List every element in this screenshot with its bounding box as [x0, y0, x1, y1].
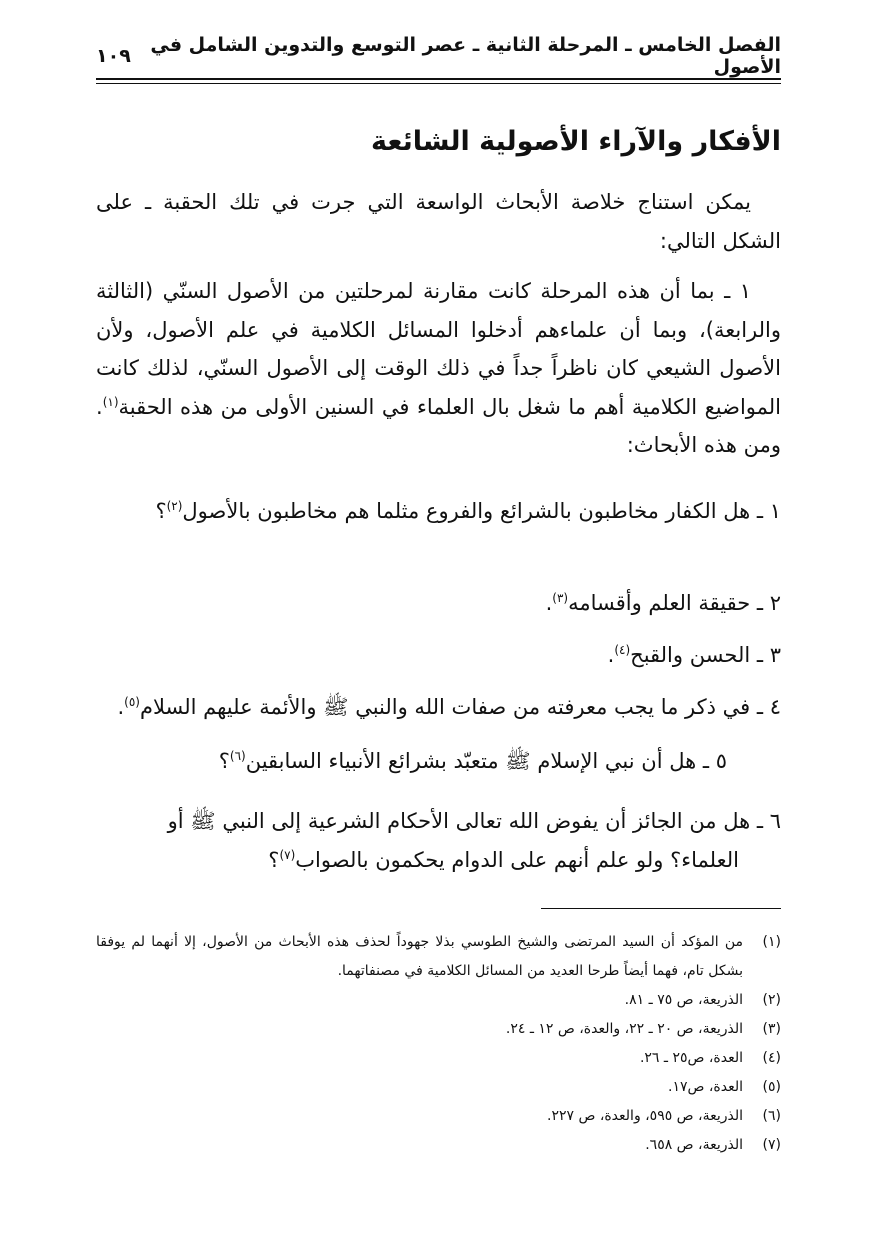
question-tail: ؟: [155, 499, 167, 523]
footnote-number: (٧): [762, 1137, 781, 1153]
list-item: [96, 584, 781, 623]
footnote-ref: (٣): [552, 591, 569, 605]
list-item: [96, 636, 781, 675]
footnote-item: [96, 1015, 781, 1044]
question-text: ٦ ـ هل من الجائز أن يفوض الله تعالى الأحكام الشرعية إلى النبي ﷺ أو العلماء؟ ولو علم أنهم على الدوام يحكمون بالصواب: [167, 809, 781, 872]
question-text: ٤ ـ في ذكر ما يجب معرفته من صفات الله والنبي ﷺ والأئمة عليهم السلام: [139, 695, 781, 719]
list-item: [96, 688, 781, 727]
footnote-text: الذريعة، ص ٥٩٥، والعدة، ص ٢٢٧.: [546, 1108, 743, 1124]
question-text: ٥ ـ هل أن نبي الإسلام ﷺ متعبّد بشرائع الأنبياء السابقين: [245, 749, 727, 773]
footnote-number: (٥): [762, 1079, 781, 1095]
question-text: ٣ ـ الحسن والقبح: [630, 643, 781, 667]
page-number: ١٠٩: [96, 45, 131, 67]
footnote-ref: (٢): [166, 499, 183, 513]
point-1-text: ١ ـ بما أن هذه المرحلة كانت مقارنة لمرحلتين من الأصول السنّي (الثالثة والرابعة)، وبما أن علماءهم أدخلوا المسائل الكلامية في علم الأصول، ولأن الأصول الشيعي كان ناظراً جداً في ذلك الوقت إلى الأصول السنّي، لذلك كانت المواضيع الكلامية أهم ما شغل بال العلماء في السنين الأولى من هذه الحقبة: [96, 279, 781, 419]
question-tail: .: [117, 695, 125, 719]
footnote-item: [96, 1102, 781, 1131]
header-rule-thin: [96, 83, 781, 84]
footnote-item: [96, 1073, 781, 1102]
footnote-ref: (٥): [124, 695, 140, 709]
footnote-ref: (٤): [614, 643, 631, 657]
footnote-number: (٢): [762, 992, 781, 1008]
point-1-paragraph: [96, 272, 781, 465]
footnote-ref: (٧): [279, 847, 296, 862]
footnote-ref: (١): [102, 394, 119, 409]
header-rule: [96, 78, 781, 80]
header-title: الفصل الخامس ـ المرحلة الثانية ـ عصر التوسع والتدوين الشامل في الأصول: [150, 34, 781, 78]
footnote-number: (٤): [762, 1050, 781, 1066]
list-item: [96, 742, 727, 781]
intro-text: يمكن استناج خلاصة الأبحاث الواسعة التي جرت في تلك الحقبة ـ على الشكل التالي:: [96, 190, 781, 253]
question-tail: .: [545, 591, 553, 615]
question-tail: .: [607, 643, 615, 667]
footnote-text: الذريعة، ص ٦٥٨.: [645, 1137, 743, 1153]
question-text: ٢ ـ حقيقة العلم وأقسامه: [568, 591, 781, 615]
footnote-text: العدة، ص١٧.: [668, 1079, 743, 1095]
point-1-tail: . ومن هذه الأبحاث:: [96, 394, 781, 457]
footnote-ref: (٦): [229, 749, 246, 763]
list-item: [96, 492, 781, 531]
question-tail: ؟: [268, 847, 280, 872]
footnote-text: من المؤكد أن السيد المرتضى والشيخ الطوسي بذلا جهوداً لحذف هذه الأبحاث من الأصول، إلا أنهما لم يوفقا بشكل تام، فهما أيضاً طرحا العديد من المسائل الكلامية في مصنفاتهما.: [96, 934, 743, 979]
footnote-text: العدة، ص٢٥ ـ ٢٦.: [639, 1050, 743, 1066]
running-header: [96, 34, 781, 78]
footnote-number: (١): [762, 934, 781, 950]
footnotes: [96, 928, 781, 1160]
intro-paragraph: [96, 183, 781, 260]
section-title: الأفكار والآراء الأصولية الشائعة: [370, 126, 781, 157]
list-item: [96, 802, 781, 879]
footnote-item: [96, 928, 781, 986]
footnote-item: [96, 1044, 781, 1073]
question-tail: ؟: [218, 749, 230, 773]
footnote-item: [96, 1131, 781, 1160]
footnote-text: الذريعة، ص ٢٠ ـ ٢٢، والعدة، ص ١٢ ـ ٢٤.: [505, 1021, 743, 1037]
footnote-item: [96, 986, 781, 1015]
footnote-separator: [541, 908, 781, 909]
footnote-number: (٣): [762, 1021, 781, 1037]
footnote-text: الذريعة، ص ٧٥ ـ ٨١.: [624, 992, 743, 1008]
footnote-number: (٦): [762, 1108, 781, 1124]
question-text: ١ ـ هل الكفار مخاطبون بالشرائع والفروع مثلما هم مخاطبون بالأصول: [182, 499, 781, 523]
